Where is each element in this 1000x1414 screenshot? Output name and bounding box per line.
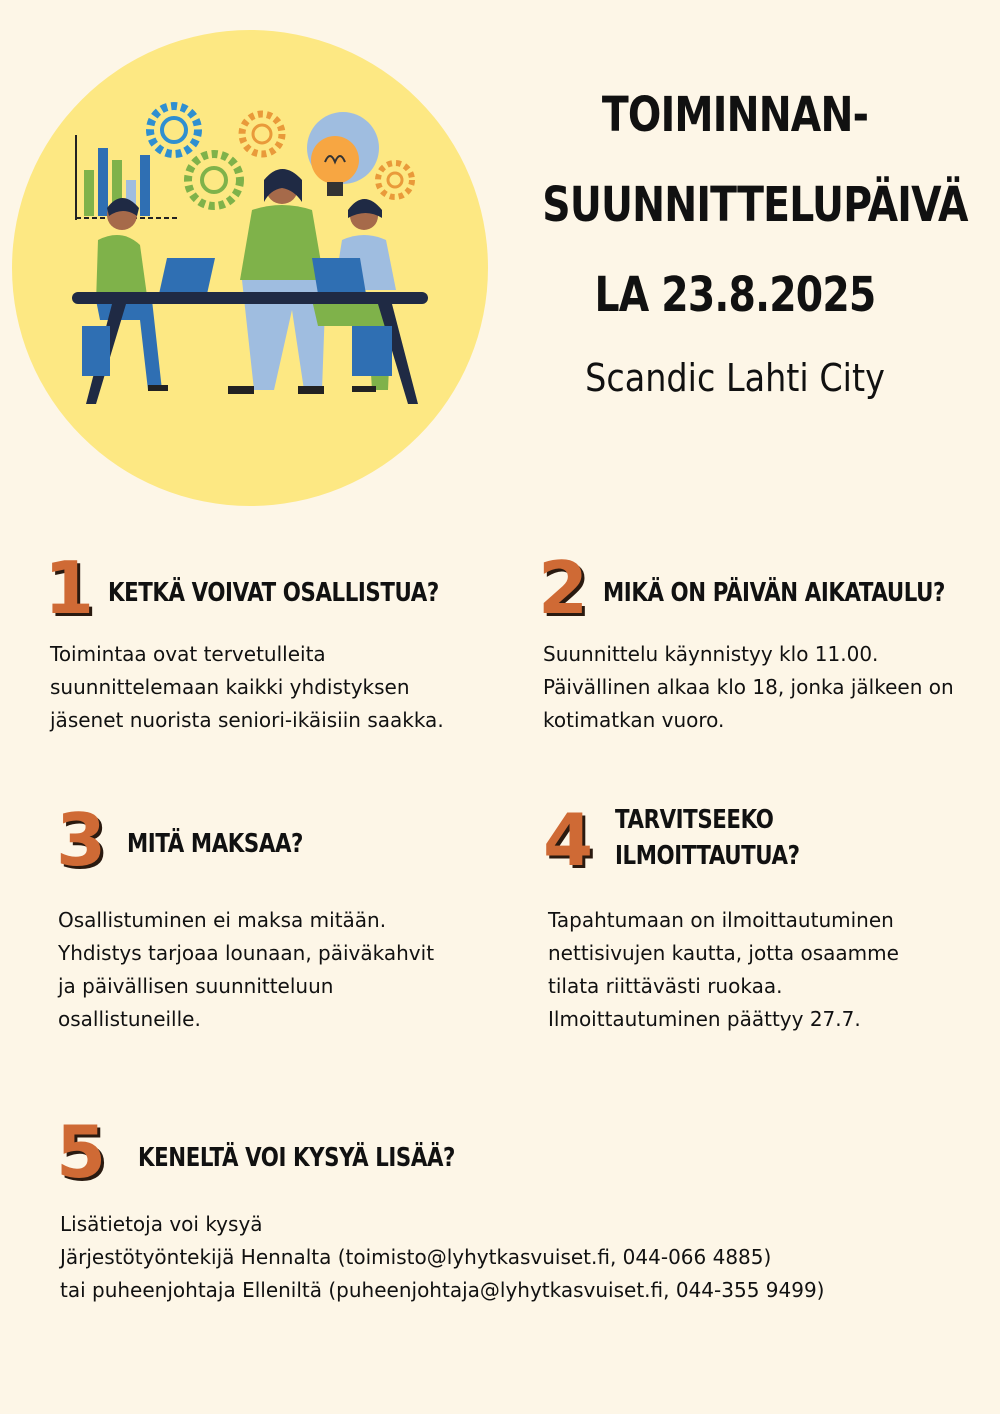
section-1-body bbox=[50, 638, 444, 737]
section-1-line: suunnittelemaan kaikki yhdistyksen bbox=[50, 675, 410, 699]
section-3-number: 3 bbox=[56, 798, 107, 882]
section-2-body bbox=[543, 638, 954, 737]
section-3-line: osallistuneille. bbox=[58, 1007, 201, 1031]
section-4-line: Tapahtumaan on ilmoittautuminen bbox=[548, 908, 894, 932]
title-line-2: SUUNNITTELUPÄIVÄ bbox=[542, 177, 968, 233]
section-4-line: tilata riittävästi ruokaa. bbox=[548, 974, 783, 998]
section-5-heading: KENELTÄ VOI KYSYÄ LISÄÄ? bbox=[138, 1143, 456, 1173]
event-venue: Scandic Lahti City bbox=[585, 356, 885, 400]
team-meeting-illustration-icon bbox=[12, 30, 488, 506]
section-3-line: ja päivällisen suunnitteluun bbox=[58, 974, 334, 998]
section-5-line: Järjestötyöntekijä Hennalta (toimisto@lyhytkasvuiset.fi, 044-066 4885) bbox=[60, 1245, 772, 1269]
section-2-line: Suunnittelu käynnistyy klo 11.00. bbox=[543, 642, 879, 666]
section-2-line: Päivällinen alkaa klo 18, jonka jälkeen on bbox=[543, 675, 954, 699]
section-2-number: 2 bbox=[538, 546, 589, 630]
section-5-body bbox=[60, 1208, 824, 1307]
hero-illustration bbox=[12, 30, 488, 506]
event-title bbox=[542, 70, 968, 340]
event-date: LA 23.8.2025 bbox=[594, 267, 876, 323]
section-3-line: Yhdistys tarjoaa lounaan, päiväkahvit bbox=[58, 941, 435, 965]
lightbulb-icon bbox=[307, 112, 379, 196]
section-1-line: Toimintaa ovat tervetulleita bbox=[50, 642, 326, 666]
section-4-body bbox=[548, 904, 899, 1036]
section-3-line: Osallistuminen ei maksa mitään. bbox=[58, 908, 387, 932]
section-4-heading bbox=[615, 802, 840, 874]
section-5-line: Lisätietoja voi kysyä bbox=[60, 1212, 263, 1236]
person-middle-icon bbox=[228, 169, 326, 394]
section-5-line: tai puheenjohtaja Elleniltä (puheenjohtaja@lyhytkasvuiset.fi, 044-355 9499) bbox=[60, 1278, 825, 1302]
section-4-heading-line-1: TARVITSEEKO bbox=[615, 805, 774, 835]
section-2-line: kotimatkan vuoro. bbox=[543, 708, 725, 732]
section-4-number: 4 bbox=[543, 798, 594, 882]
title-line-1: TOIMINNAN- bbox=[601, 87, 869, 143]
section-4-line: Ilmoittautuminen päättyy 27.7. bbox=[548, 1007, 861, 1031]
section-1-heading: KETKÄ VOIVAT OSALLISTUA? bbox=[108, 578, 439, 608]
section-3-heading: MITÄ MAKSAA? bbox=[127, 829, 304, 859]
section-3-body bbox=[58, 904, 434, 1036]
section-5-number: 5 bbox=[56, 1110, 107, 1194]
section-4-line: nettisivujen kautta, jotta osaamme bbox=[548, 941, 899, 965]
section-4-heading-line-2: ILMOITTAUTUA? bbox=[615, 841, 800, 871]
section-1-number: 1 bbox=[44, 546, 95, 630]
section-2-heading: MIKÄ ON PÄIVÄN AIKATAULU? bbox=[603, 578, 946, 608]
section-1-line: jäsenet nuorista seniori-ikäisiin saakka. bbox=[50, 708, 444, 732]
